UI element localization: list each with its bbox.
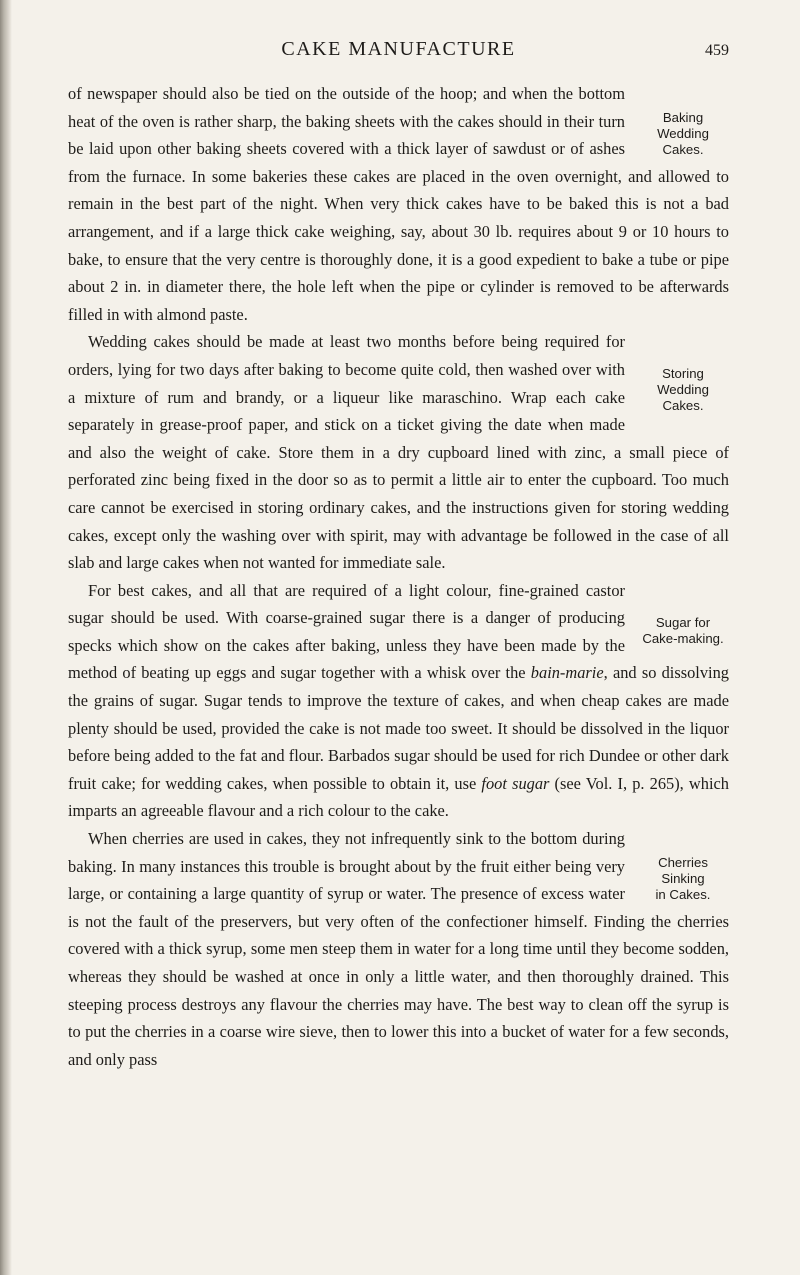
paragraph-text: When cherries are used in cakes, they not infrequently sink to the bottom during baking. In many instances this trouble is brought about by the fruit either being very large, or containing a large quantity of syrup or water. The presence of excess water is not the fault of the preservers, but very often of the confectioner himself. Finding the cherries covered with a thick syrup, some men steep them in water for a long time until they become sodden, whereas they should be washed at once in only a little water, and then thoroughly drained. This steeping process destroys any flavour the cherries may have. The best way to clean off the syrup is to put the cherries in a coarse wire sieve, then to lower this into a bucket of water for a few seconds, and only pass [68, 829, 729, 1069]
paragraph-sugar [68, 577, 729, 825]
side-note-baking-wedding-cakes: Baking Wedding Cakes. [657, 110, 709, 157]
paragraph-text: , and so dissolving the grains of sugar. Sugar tends to improve the texture of cakes, and when cheap cakes are made plenty should be used, provided the cake is not made too sweet. It should be dissolved in the liquor before being added to the fat and flour. Barbados sugar should be used for rich Dundee or other dark fruit cake; for wedding cakes, when possible to obtain it, use [68, 663, 729, 793]
page-header [68, 38, 729, 68]
italic-term-bain-marie: bain-marie [530, 663, 604, 683]
paragraph-text: For best cakes, and all that are required of a light colour, fine-grained castor sugar should be used. With coarse-grained sugar there is a danger of producing specks which show on the cakes after baking, unless they have been made by the method of beating up eggs and sugar together with a whisk over the [68, 580, 625, 683]
paragraph-storing-wedding-cakes [68, 328, 729, 576]
paragraph-oven-baking [68, 80, 729, 328]
paragraph-text: of newspaper should also be tied on the outside of the hoop; and when the bottom heat of the oven is rather sharp, the baking sheets with the cakes should in their turn be laid upon other baking sheets covered with a thick layer of sawdust or of ashes from the furnace. In some bakeries these cakes are placed in the oven overnight, and allowed to remain in the best part of the night. When very thick cakes have to be baked this is not a bad arrangement, and if a large thick cake weighing, say, about 30 lb. requires about 9 or 10 hours to bake, to ensure that the very centre is thoroughly done, it is a good expedient to bake a tube or pipe about 2 in. in diameter there, the hole left when the pipe or cylinder is removed to be afterwards filled in with almond paste. [68, 84, 729, 324]
page-binding-shadow [0, 0, 12, 1275]
paragraph-text: Wedding cakes should be made at least two months before being required for orders, lying for two days after baking to become quite cold, then washed over with a mixture of rum and brandy, or a liqueur like maraschino. Wrap each cake separately in grease-proof paper, and stick on a ticket giving the date when made and also the weight of cake. Store them in a dry cupboard lined with zinc, a small piece of perforated zinc being fixed in the door so as to permit a little air to enter the cupboard. Too much care cannot be exercised in storing ordinary cakes, and the instructions given for storing wedding cakes, except only the washing over with spirit, may with advantage be followed in the case of all slab and large cakes when not wanted for immediate sale. [68, 332, 729, 573]
italic-term-foot-sugar: foot sugar [481, 773, 550, 793]
side-note-storing-wedding-cakes: Storing Wedding Cakes. [657, 366, 709, 414]
page-number: 459 [705, 42, 729, 59]
side-note-cherries-sinking: Cherries Sinking in Cakes. [655, 855, 711, 903]
paragraph-cherries [68, 825, 729, 1073]
running-title: CAKE MANUFACTURE [281, 38, 516, 60]
body-text [68, 80, 729, 1073]
paragraph-text: (see Vol. I, p. 265), which imparts an agreeable flavour and a rich colour to the cake. [68, 773, 729, 821]
side-note-sugar-for-cake-making: Sugar for Cake-making. [642, 614, 724, 646]
